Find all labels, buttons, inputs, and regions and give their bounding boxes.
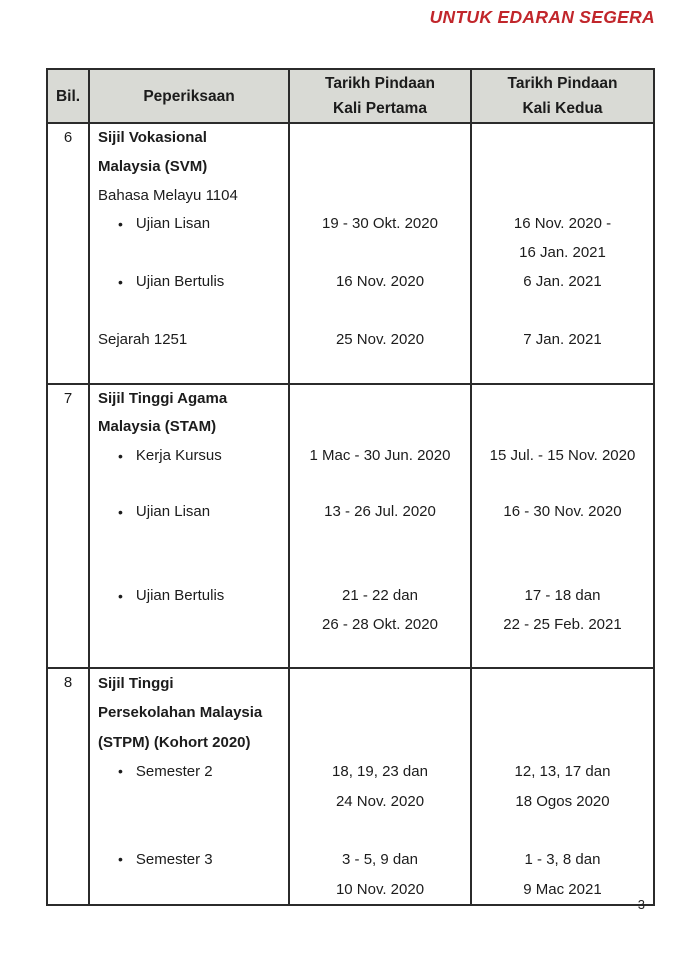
first-change-date [290, 413, 470, 441]
second-change-date [472, 526, 653, 554]
exam-line [90, 845, 288, 874]
header-first-change-line2: Kali Pertama [333, 100, 427, 117]
second-change-date: 16 Nov. 2020 - [513, 215, 612, 233]
second-change-cell [471, 384, 654, 668]
distribution-banner: UNTUK EDARAN SEGERA [429, 7, 655, 27]
first-change-date: 1 Mac - 30 Jun. 2020 [309, 446, 451, 464]
second-change-date [472, 124, 653, 153]
peperiksaan-cell [89, 123, 289, 384]
second-change-date: 15 Jul. - 15 Nov. 2020 [489, 446, 636, 464]
first-change-date [290, 554, 470, 582]
exam-line [90, 757, 288, 786]
second-change-date [472, 182, 653, 211]
second-change-date [472, 354, 653, 383]
exam-line-label: Ujian Lisan [135, 502, 211, 520]
table-row-8 [47, 668, 654, 905]
exam-line [90, 297, 288, 326]
first-change-date: 19 - 30 Okt. 2020 [322, 215, 438, 233]
exam-line-label: Semester 3 [135, 851, 213, 869]
exam-line [90, 268, 288, 297]
second-change-date [472, 554, 653, 582]
second-change-date [472, 728, 653, 757]
header-first-change [289, 69, 471, 123]
exam-line [90, 442, 288, 470]
first-change-date: 18, 19, 23 dan [332, 763, 428, 781]
first-change-date [290, 239, 470, 268]
first-change-date: 21 - 22 dan [342, 587, 418, 605]
bullet-icon: • [118, 503, 123, 520]
exam-line [90, 787, 288, 816]
second-change-date [472, 470, 653, 498]
first-change-date: 26 - 28 Okt. 2020 [322, 615, 438, 633]
exam-line: Sijil Tinggi Agama [98, 390, 228, 408]
bullet-icon: • [118, 273, 123, 290]
second-change-date [472, 297, 653, 326]
exam-line [90, 639, 288, 667]
exam-line: Malaysia (STAM) [98, 418, 217, 436]
second-change-date: 22 - 25 Feb. 2021 [503, 615, 622, 633]
second-change-date [472, 385, 653, 413]
header-second-change-line2: Kali Kedua [522, 100, 603, 117]
first-change-date [290, 526, 470, 554]
bullet-icon: • [118, 216, 123, 233]
exam-line: (STPM) (Kohort 2020) [98, 733, 251, 751]
first-change-cell [289, 668, 471, 905]
exam-line: Sijil Vokasional [98, 129, 207, 146]
exam-line [90, 875, 288, 904]
second-change-date: 1 - 3, 8 dan [524, 851, 601, 869]
second-change-cell [471, 123, 654, 384]
first-change-date [290, 470, 470, 498]
second-change-date: 16 Jan. 2021 [519, 244, 606, 262]
exam-line [90, 582, 288, 610]
exam-line [90, 239, 288, 268]
first-change-date [290, 124, 470, 153]
header-second-change-line1: Tarikh Pindaan [507, 75, 618, 92]
table-row-6 [47, 123, 654, 384]
header-peperiksaan: Peperiksaan [89, 69, 289, 123]
first-change-date: 10 Nov. 2020 [335, 880, 425, 898]
second-change-date: 18 Ogos 2020 [515, 792, 610, 810]
exam-line: Malaysia (SVM) [98, 157, 208, 175]
header-first-change-line1: Tarikh Pindaan [325, 75, 435, 92]
page-number: 3 [637, 897, 645, 912]
first-change-date: 25 Nov. 2020 [335, 330, 425, 348]
table-body [47, 123, 654, 905]
exam-line: Sejarah 1251 [98, 330, 188, 348]
first-change-cell [289, 384, 471, 668]
bil-value: 6 [47, 123, 89, 384]
first-change-date: 24 Nov. 2020 [335, 792, 425, 810]
second-change-date [472, 639, 653, 667]
exam-line-label: Ujian Bertulis [135, 587, 225, 605]
exam-line-label: Kerja Kursus [135, 446, 222, 464]
peperiksaan-cell [89, 384, 289, 668]
exam-line: Sijil Tinggi [98, 675, 174, 693]
first-change-date [290, 728, 470, 757]
exam-line [90, 210, 288, 239]
second-change-date: 6 Jan. 2021 [523, 272, 602, 290]
first-change-date: 13 - 26 Jul. 2020 [324, 502, 436, 520]
bullet-icon: • [118, 851, 123, 868]
second-change-date: 16 - 30 Nov. 2020 [503, 502, 622, 520]
exam-line-label: Ujian Bertulis [135, 272, 225, 290]
exam-line-label: Semester 2 [135, 763, 213, 781]
first-change-date [290, 153, 470, 182]
bil-value: 7 [47, 384, 89, 668]
second-change-date [472, 153, 653, 182]
exam-line [90, 526, 288, 554]
bullet-icon: • [118, 447, 123, 464]
first-change-date [290, 816, 470, 845]
exam-line [90, 554, 288, 582]
first-change-date: 3 - 5, 9 dan [342, 851, 418, 869]
first-change-date [290, 698, 470, 727]
exam-line: Persekolahan Malaysia [98, 704, 263, 722]
first-change-cell [289, 123, 471, 384]
second-change-date: 9 Mac 2021 [523, 880, 602, 898]
exam-line-label: Ujian Lisan [135, 215, 211, 233]
first-change-date [290, 385, 470, 413]
bullet-icon: • [118, 588, 123, 605]
first-change-date [290, 297, 470, 326]
exam-line [90, 498, 288, 526]
first-change-date [290, 354, 470, 383]
exam-line [90, 354, 288, 383]
second-change-cell [471, 668, 654, 905]
second-change-date [472, 669, 653, 698]
exam-schedule-table [46, 68, 655, 906]
second-change-date: 17 - 18 dan [524, 587, 601, 605]
header-row [47, 69, 654, 123]
second-change-date: 12, 13, 17 dan [514, 763, 611, 781]
exam-line: Bahasa Melayu 1104 [98, 186, 238, 204]
first-change-date [290, 182, 470, 211]
second-change-date [472, 698, 653, 727]
exam-line [90, 470, 288, 498]
header-bil: Bil. [47, 69, 89, 123]
second-change-date: 7 Jan. 2021 [523, 330, 602, 348]
first-change-date [290, 639, 470, 667]
header-second-change [471, 69, 654, 123]
second-change-date [472, 413, 653, 441]
exam-line [90, 816, 288, 845]
peperiksaan-cell [89, 668, 289, 905]
table-row-7 [47, 384, 654, 668]
second-change-date [472, 816, 653, 845]
first-change-date: 16 Nov. 2020 [335, 272, 425, 290]
bil-value: 8 [47, 668, 89, 905]
first-change-date [290, 669, 470, 698]
bullet-icon: • [118, 763, 123, 780]
exam-line [90, 611, 288, 639]
